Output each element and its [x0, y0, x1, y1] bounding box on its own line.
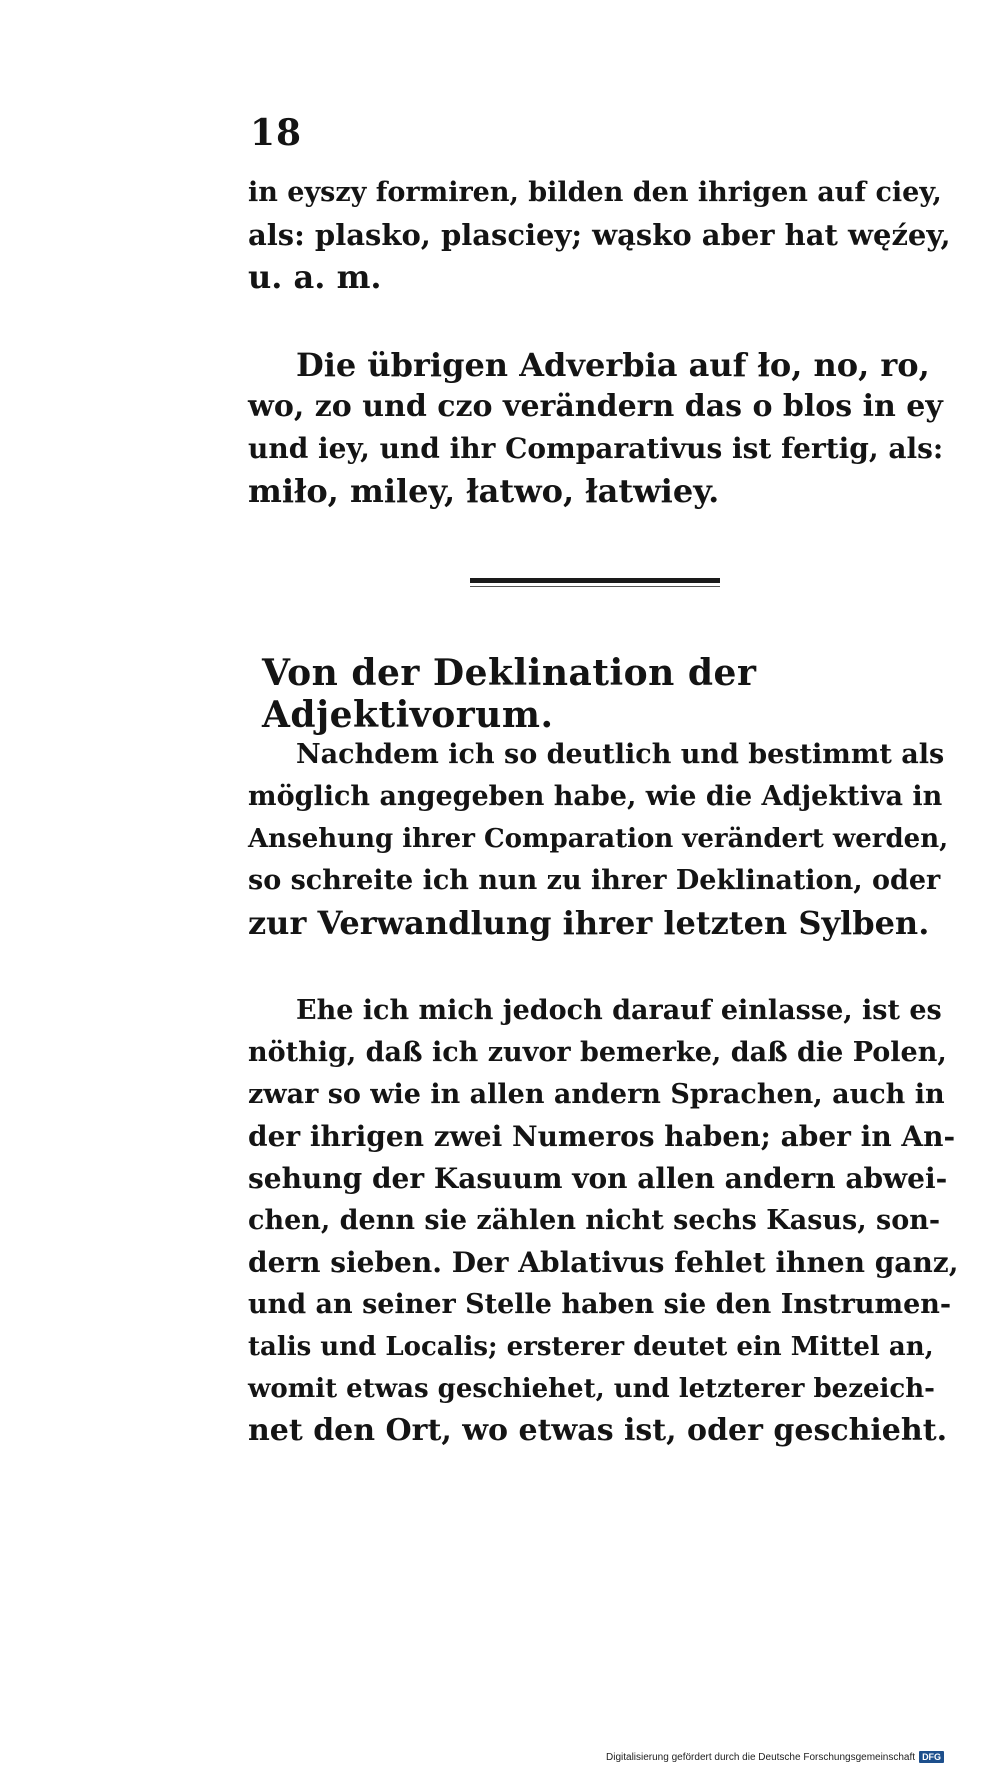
text-line: dern sieben. Der Ablativus fehlet ihnen ganz, — [248, 1246, 959, 1279]
text-line: Nachdem ich so deutlich und bestimmt als — [296, 739, 945, 770]
text-line: und an seiner Stelle haben sie den Instrumen- — [248, 1289, 952, 1320]
page-number: 18 — [250, 112, 303, 154]
text-line: u. a. m. — [248, 258, 382, 296]
text-line: net den Ort, wo etwas ist, oder geschieht. — [248, 1413, 948, 1448]
text-line: möglich angegeben habe, wie die Adjektiva in — [248, 781, 943, 812]
credit-text: Digitalisierung gefördert durch die Deutsche Forschungsgemeinschaft — [606, 1751, 916, 1763]
text-line: und iey, und ihr Comparativus ist fertig, als: — [248, 432, 944, 465]
paragraph-deklination-intro — [248, 734, 958, 944]
paragraph-kasus — [248, 990, 958, 1452]
text-line: nöthig, daß ich zuvor bemerke, daß die Polen, — [248, 1037, 947, 1068]
text-line: miło, miley, łatwo, łatwiey. — [248, 472, 720, 510]
text-line: chen, denn sie zählen nicht sechs Kasus, son- — [248, 1205, 941, 1236]
paragraph-adverbia — [248, 344, 958, 512]
text-line: zwar so wie in allen andern Sprachen, auch in — [248, 1079, 945, 1110]
section-heading: Von der Deklination der Adjektivorum. — [262, 652, 757, 736]
text-line: der ihrigen zwei Numeros haben; aber in An- — [248, 1120, 956, 1153]
text-line: talis und Localis; ersterer deutet ein Mittel an, — [248, 1332, 934, 1362]
text-line: sehung der Kasuum von allen andern abwei- — [248, 1162, 948, 1195]
text-line: Ansehung ihrer Comparation verändert werden, — [248, 824, 949, 854]
text-line: Ehe ich mich jedoch darauf einlasse, ist es — [296, 995, 942, 1026]
text-line: womit etwas geschiehet, und letzterer bezeich- — [248, 1374, 935, 1404]
paragraph-adverbia-continued — [248, 172, 958, 298]
digitization-credit — [606, 1751, 944, 1763]
text-line: Die übrigen Adverbia auf ło, no, ro, — [296, 346, 930, 384]
dfg-logo-icon: DFG — [919, 1751, 944, 1763]
text-line: in eyszy formiren, bilden den ihrigen auf ciey, — [248, 177, 942, 208]
text-line: zur Verwandlung ihrer letzten Sylben. — [248, 904, 930, 942]
text-line: so schreite ich nun zu ihrer Deklination, oder — [248, 865, 941, 896]
text-line: wo, zo und czo verändern das o blos in ey — [248, 389, 943, 424]
section-divider — [470, 578, 720, 583]
text-line: als: plasko, plasciey; wąsko aber hat węźey, — [248, 218, 951, 252]
